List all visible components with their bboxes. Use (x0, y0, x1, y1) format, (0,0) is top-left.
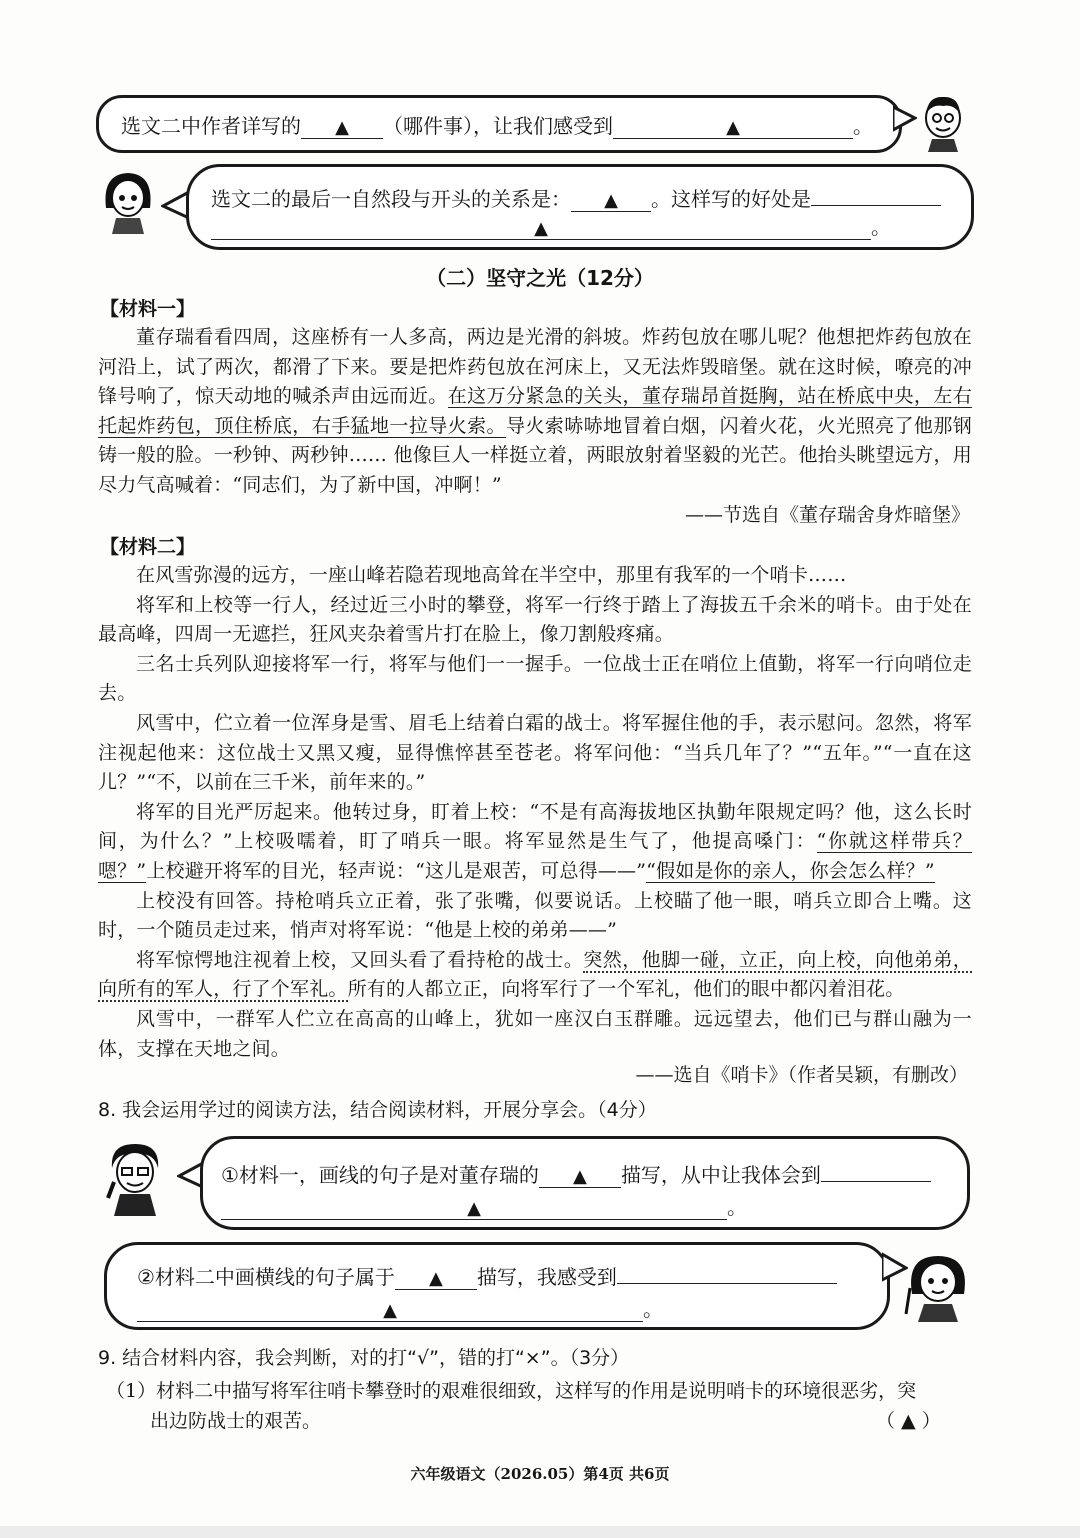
answer-blank[interactable]: ▲ (137, 1297, 643, 1322)
bubble4-text-b: 描写，我感受到 (476, 1265, 617, 1289)
bubble1-text-c: 。 (853, 114, 873, 138)
material2-underlined-sentence: “你就这样带兵？嗯？” (98, 830, 972, 882)
bubble2-text-c: 。 (871, 215, 891, 239)
boy-avatar-icon (918, 92, 968, 152)
bubble4-text-a: ②材料二中画横线的句子属于 (137, 1265, 395, 1289)
question-8-stem: 8. 我会运用学过的阅读方法，结合阅读材料，开展分享会。（4分） (98, 1099, 657, 1121)
material2-passage (98, 561, 972, 1064)
material2-paragraph: 上校没有回答。持枪哨兵立正着，张了张嘴，似要说话。上校瞄了他一眼，哨兵立即合上嘴。这时，一个随员走过来，悄声对将军说：“他是上校的弟弟——” (98, 889, 972, 942)
answer-blank[interactable]: ▲ (613, 114, 853, 139)
student-girl-avatar-icon (902, 1248, 974, 1322)
answer-blank[interactable]: ▲ (539, 1163, 621, 1188)
judgement-answer-box[interactable]: （ ▲ ） (876, 1410, 941, 1432)
page-footer: 六年级语文（2026.05）第4页 共6页 (410, 1465, 670, 1483)
bubble3-text-b: 描写，从中让我体会到 (620, 1163, 821, 1187)
speech-bubble-3 (200, 1136, 970, 1230)
material1-text: 董存瑞看看四周，这座桥有一人多高，两边是光滑的斜坡。炸药包放在哪儿呢？他想把炸药包放在河沿上，试了两次，都滑了下来。要是把炸药包放在河床上，又无法炸毁暗堡。就在这时候，嘹亮的冲锋号响了，惊天动地的喊杀声由远而近。 (98, 326, 972, 408)
bubble3-text-a: ①材料一，画线的句子是对董存瑞的 (221, 1163, 539, 1187)
material2-text: 所有的人都立正，向将军行了一个军礼，他们的眼中都闪着泪花。 (347, 978, 905, 1001)
material1-source: ——节选自《董存瑞舍身炸暗堡》 (684, 504, 970, 526)
girl-avatar-icon (100, 168, 156, 234)
answer-blank[interactable]: ▲ (301, 114, 383, 139)
speech-bubble-4 (104, 1242, 890, 1330)
section-title: （二）坚守之光（12分） (426, 266, 654, 290)
bubble3-text-c: 。 (727, 1195, 747, 1219)
question-9-item-1: （1）材料二中描写将军往哨卡攀登时的艰难很细致，这样写的作用是说明哨卡的环境很恶劣，突 (106, 1380, 917, 1402)
bubble1-text-b: （哪件事），让我们感受到 (383, 114, 613, 138)
question-9-item-1-cont: 出边防战士的艰苦。 (150, 1410, 322, 1432)
material2-text: 将军惊愕地注视着上校，又回头看了看持枪的战士。 (136, 948, 584, 971)
answer-blank[interactable]: ▲ (395, 1265, 477, 1290)
material2-paragraph: 风雪中，伫立着一位浑身是雪、眉毛上结着白霜的战士。将军握住他的手，表示慰问。忽然，将军注视起他来：这位战士又黑又瘦，显得憔悴甚至苍老。将军问他：“当兵几年了？”“五年。”“一直在这儿？”“不，以前在三千米，前年来的。” (98, 711, 972, 794)
material1-underlined-sentence: 在这万分紧急的关头，董存瑞昂首挺胸，站在桥底中央，左右托起炸药包，顶住桥底，右手猛地一拉导火索。 (98, 385, 972, 437)
material2-text: 将军的目光严厉起来。他转过身，盯着上校：“不是有高海拔地区执勤年限规定吗？他，这么长时间，为什么？”上校吸嚅着，盯了哨兵一眼。将军显然是生气了，他提高嗓门： (98, 800, 972, 853)
material2-wavy-sentence: 突然，他脚一碰，立正，向上校，向他弟弟，向所有的军人，行了个军礼。 (98, 948, 972, 1001)
answer-blank[interactable]: ▲ (211, 215, 871, 240)
answer-blank[interactable]: ▲ (221, 1195, 727, 1220)
material1-text: 导火索哧哧地冒着白烟，闪着火花，火光照亮了他那钢铸一般的脸。一秒钟、两秒钟…… 他像巨人一样挺立着，两眼放射着坚毅的光芒。他抬头眺望远方，用尽力气高喊着：“同志们，为了新中国，冲啊！” (98, 414, 972, 496)
teacher-avatar-icon (104, 1138, 166, 1216)
answer-blank[interactable] (821, 1181, 931, 1182)
answer-blank[interactable]: ▲ (571, 187, 651, 212)
bubble2-text-b: 。这样写的好处是 (651, 187, 811, 211)
material2-underlined-sentence: “假如是你的亲人，你会怎么样？” (646, 859, 935, 882)
material2-paragraph: 风雪中，一群军人伫立在高高的山峰上，犹如一座汉白玉群雕。远远望去，他们已与群山融为一体，支撑在天地之间。 (98, 1007, 972, 1060)
bubble1-tail (893, 104, 917, 134)
material2-label: 【材料二】 (100, 536, 196, 558)
question-9-stem: 9. 结合材料内容，我会判断，对的打“√”，错的打“×”。（3分） (98, 1347, 630, 1369)
material2-paragraph: 在风雪弥漫的远方，一座山峰若隐若现地高耸在半空中，那里有我军的一个哨卡…… (136, 564, 847, 586)
bubble2-text-a: 选文二的最后一自然段与开头的关系是： (211, 187, 571, 211)
material2-text: 上校避开将军的目光，轻声说：“这儿是艰苦，可总得——” (146, 859, 647, 882)
speech-bubble-1 (96, 95, 902, 153)
answer-blank[interactable] (617, 1283, 837, 1284)
material2-paragraph: 将军和上校等一行人，经过近三小时的攀登，将军一行终于踏上了海拔五千余米的哨卡。由于处在最高峰，四周一无遮拦，狂风夹杂着雪片打在脸上，像刀割般疼痛。 (98, 593, 972, 646)
material1-passage (98, 323, 972, 501)
bubble1-text-a: 选文二中作者详写的 (121, 114, 301, 138)
page-edge (0, 1526, 1080, 1538)
material2-paragraph: 三名士兵列队迎接将军一行，将军与他们一一握手。一位战士正在哨位上值勤，将军一行向哨位走去。 (98, 652, 972, 705)
bubble4-text-c: 。 (643, 1297, 663, 1321)
speech-bubble-2 (186, 164, 974, 250)
answer-blank[interactable] (811, 205, 941, 206)
material1-label: 【材料一】 (100, 298, 196, 320)
material2-source: ——选自《哨卡》（作者吴颖，有删改） (635, 1064, 968, 1086)
